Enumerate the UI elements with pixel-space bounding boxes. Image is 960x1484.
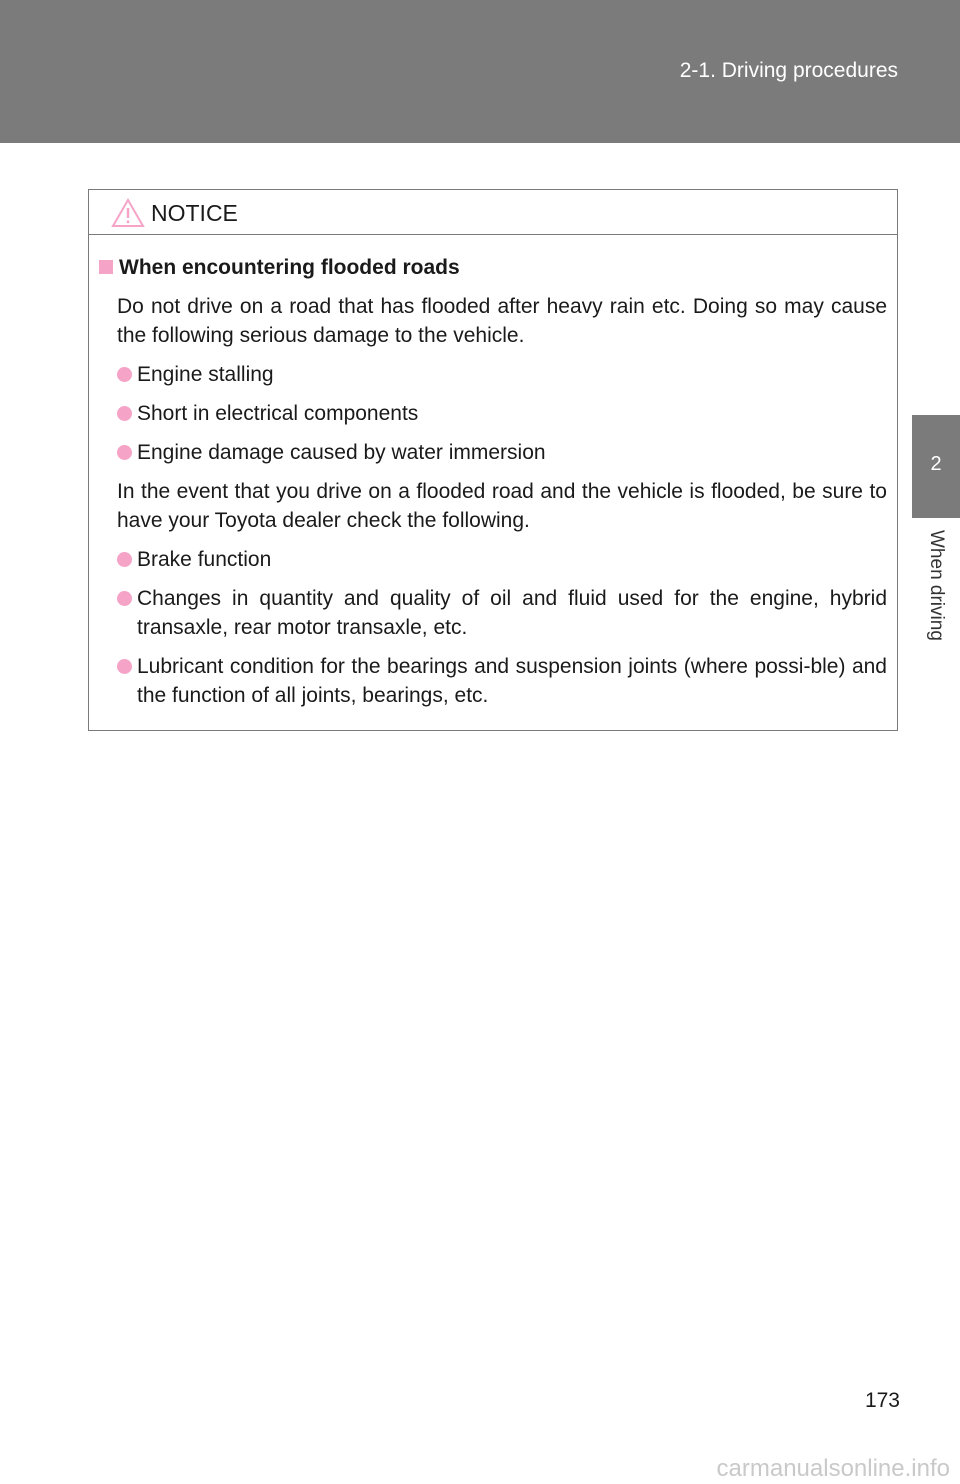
- notice-body: [89, 235, 897, 710]
- page-header: [0, 0, 960, 143]
- list-item: [117, 399, 887, 428]
- warning-triangle-icon: [111, 198, 145, 228]
- list-item: [117, 584, 887, 642]
- round-bullet-icon: [117, 445, 132, 460]
- list-item-text: Engine stalling: [137, 363, 274, 386]
- damage-list: [99, 360, 887, 467]
- chapter-number: 2: [930, 453, 942, 475]
- notice-header: [89, 190, 897, 235]
- square-bullet-icon: [99, 260, 113, 274]
- list-item-text: Changes in quantity and quality of oil and fluid used for the engine, hybrid transaxle, rear motor transaxle, etc.: [137, 587, 887, 639]
- page-number: 173: [864, 1389, 900, 1412]
- round-bullet-icon: [117, 591, 132, 606]
- chapter-label-container: [916, 530, 956, 670]
- notice-box: [88, 189, 898, 731]
- round-bullet-icon: [117, 367, 132, 382]
- list-item: [117, 438, 887, 467]
- list-item: [117, 360, 887, 389]
- list-item-text: Engine damage caused by water immersion: [137, 441, 546, 464]
- followup-paragraph: In the event that you drive on a flooded road and the vehicle is flooded, be sure to have your Toyota dealer check the following.: [117, 480, 887, 532]
- chapter-label: When driving: [926, 530, 947, 641]
- list-item-text: Short in electrical components: [137, 402, 419, 425]
- notice-subheading: [99, 253, 887, 282]
- intro-paragraph: Do not drive on a road that has flooded after heavy rain etc. Doing so may cause the following serious damage to the vehicle.: [117, 295, 887, 347]
- check-list: [99, 545, 887, 710]
- subheading-text: When encountering flooded roads: [119, 256, 460, 279]
- list-item: [117, 652, 887, 710]
- list-item: [117, 545, 887, 574]
- chapter-tab: [912, 415, 960, 518]
- list-item-text: Lubricant condition for the bearings and suspension joints (where possi-ble) and the function of all joints, bearings, etc.: [137, 655, 887, 707]
- round-bullet-icon: [117, 659, 132, 674]
- watermark: carmanualsonline.info: [716, 1455, 950, 1482]
- round-bullet-icon: [117, 406, 132, 421]
- section-title: 2-1. Driving procedures: [679, 59, 898, 82]
- round-bullet-icon: [117, 552, 132, 567]
- notice-title: NOTICE: [151, 200, 238, 226]
- list-item-text: Brake function: [137, 548, 272, 571]
